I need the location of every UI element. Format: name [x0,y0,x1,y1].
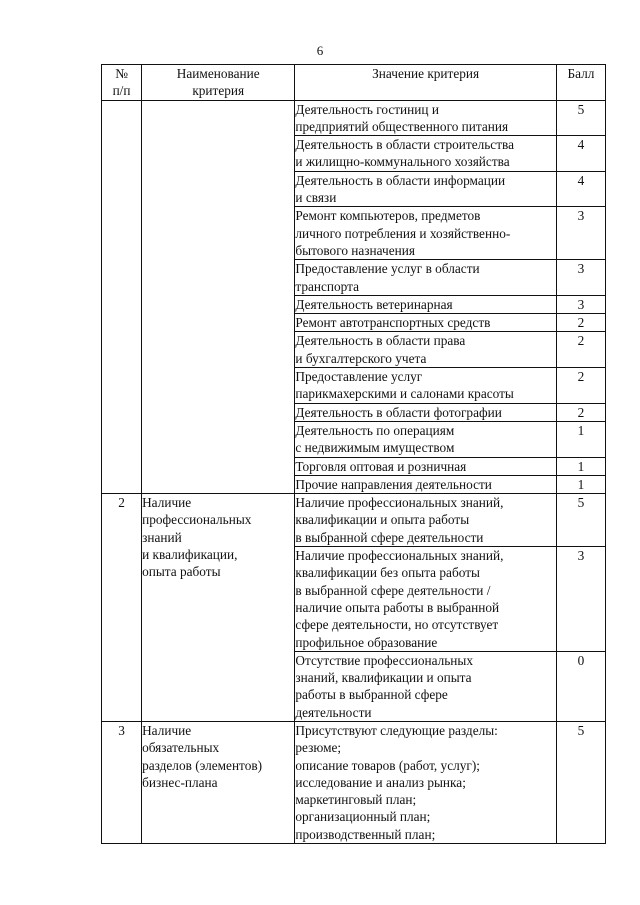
table-row [102,494,606,547]
criterion-value-line: Деятельность по операциям [295,422,455,438]
criterion-score: 2 [556,314,605,332]
criterion-value-line: знаний, квалификации и опыта [295,670,472,686]
criterion-value-line: работы в выбранной сфере [295,687,448,703]
criterion-number: 3 [102,721,142,843]
criterion-value-line: профильное образование [295,634,438,650]
criterion-value [295,100,557,136]
criterion-value [295,403,557,421]
criterion-value [295,260,557,296]
criterion-value-line: описание товаров (работ, услуг); [295,757,480,773]
criterion-score: 3 [556,260,605,296]
table-row [102,100,606,136]
criterion-score: 2 [556,368,605,404]
criterion-score: 2 [556,332,605,368]
criterion-value-line: сфере деятельности, но отсутствует [295,617,499,633]
criterion-value [295,314,557,332]
criterion-score: 2 [556,403,605,421]
header-score: Балл [556,65,605,101]
criterion-value [295,136,557,172]
criterion-value-line: с недвижимым имуществом [295,440,455,456]
criterion-value-line: и связи [295,190,337,206]
criterion-value-line: производственный план; [295,826,436,842]
table-header-row [102,65,606,101]
criterion-name-line: Наличие [142,722,192,738]
criterion-value-line: квалификации и опыта работы [295,512,470,528]
criterion-value [295,332,557,368]
criterion-score: 1 [556,457,605,475]
criterion-value-line: Наличие профессиональных знаний, [295,495,504,511]
criterion-value [295,475,557,493]
criterion-value [295,421,557,457]
criterion-value-line: Ремонт автотранспортных средств [295,315,491,331]
criterion-name-line: опыта работы [142,564,221,580]
criterion-value-line: Ремонт компьютеров, предметов [295,208,481,224]
criterion-name [142,100,295,494]
criterion-score: 5 [556,494,605,547]
criterion-name-line: профессиональных [142,512,252,528]
criterion-score: 4 [556,136,605,172]
criterion-value-line: Предоставление услуг [295,369,423,385]
criterion-score: 4 [556,171,605,207]
criterion-score: 1 [556,421,605,457]
criterion-value-line: Предоставление услуг в области [295,261,480,277]
criterion-name-line: и квалификации, [142,547,238,563]
criterion-value-line: маркетинговый план; [295,792,417,808]
criterion-value-line: исследование и анализ рынка; [295,774,466,790]
criterion-value-line: Торговля оптовая и розничная [295,458,467,474]
criterion-name-line: бизнес-плана [142,774,218,790]
criterion-value [295,207,557,260]
criterion-value-line: Деятельность в области фотографии [295,404,502,420]
header-value: Значение критерия [295,65,557,101]
criterion-value-line: Деятельность ветеринарная [295,296,453,312]
criterion-score: 3 [556,295,605,313]
criterion-value-line: Деятельность в области права [295,333,466,349]
criterion-value [295,651,557,721]
criterion-value-line: резюме; [295,740,342,756]
criterion-value [295,368,557,404]
criterion-value-line: предприятий общественного питания [295,118,509,134]
criterion-value-line: Деятельность в области информации [295,172,506,188]
criterion-value-line: личного потребления и хозяйственно- [295,225,511,241]
criterion-value [295,457,557,475]
table-row [102,721,606,843]
header-num: № п/п [102,65,142,101]
criteria-table [101,64,606,844]
criterion-value [295,295,557,313]
criterion-value-line: деятельности [295,704,372,720]
criterion-value-line: Прочие направления деятельности [295,476,492,492]
criterion-value-line: Отсутствие профессиональных [295,652,473,668]
criterion-name-line: знаний [142,529,182,545]
criterion-value-line: наличие опыта работы в выбранной [295,599,500,615]
criterion-value-line: и бухгалтерского учета [295,350,427,366]
criterion-name [142,494,295,722]
criterion-score: 0 [556,651,605,721]
criterion-value-line: в выбранной сфере деятельности [295,529,484,545]
criterion-name-line: Наличие [142,495,192,511]
criterion-value [295,721,557,843]
criterion-score: 1 [556,475,605,493]
criterion-value-line: квалификации без опыта работы [295,565,480,581]
criterion-value-line: и жилищно-коммунального хозяйства [295,154,510,170]
criterion-value-line: Присутствуют следующие разделы: [295,722,498,738]
criterion-number [102,100,142,494]
criterion-value-line: Деятельность в области строительства [295,137,515,153]
criterion-value-line: в выбранной сфере деятельности / [295,582,491,598]
criterion-score: 3 [556,547,605,652]
header-name: Наименование критерия [142,65,295,101]
criterion-value-line: Наличие профессиональных знаний, [295,548,504,564]
criterion-name [142,721,295,843]
criterion-value-line: транспорта [295,278,360,294]
page-number: 6 [316,43,324,58]
criterion-value [295,494,557,547]
criterion-score: 3 [556,207,605,260]
criterion-value-line: Деятельность гостиниц и [295,101,439,117]
criterion-name-line: обязательных [142,740,220,756]
criterion-number: 2 [102,494,142,722]
table-body [102,100,606,843]
criterion-value-line: парикмахерскими и салонами красоты [295,386,514,402]
criterion-value [295,171,557,207]
criterion-value-line: организационный план; [295,809,431,825]
criterion-value [295,547,557,652]
criterion-value-line: бытового назначения [295,242,415,258]
criterion-name-line: разделов (элементов) [142,757,263,773]
criterion-score: 5 [556,100,605,136]
criterion-score: 5 [556,721,605,843]
